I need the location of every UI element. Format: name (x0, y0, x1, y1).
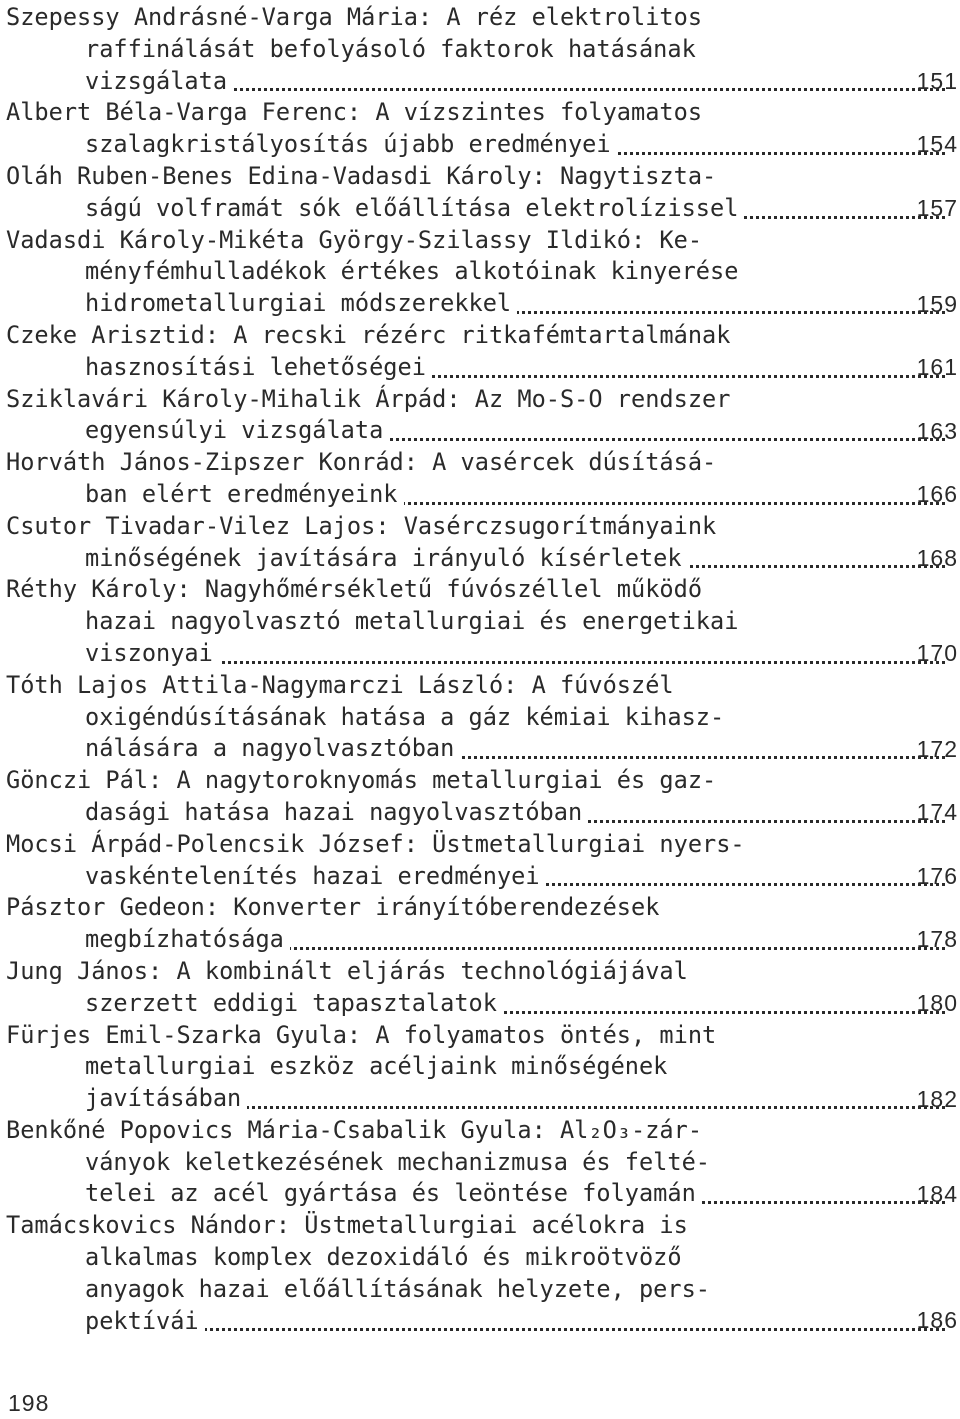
toc-page-number: 163 (916, 417, 958, 444)
toc-page-number: 184 (916, 1180, 958, 1207)
toc-entry-line: oxigéndúsításának hatása a gáz kémiai kihasz- (85, 702, 725, 731)
toc-entry (6, 829, 958, 893)
toc-entry (6, 574, 958, 669)
toc-entry-line: pektívái (6, 1306, 945, 1338)
toc-entry-line: Tóth Lajos Attila-Nagymarczi László: A fúvószél (6, 670, 674, 699)
toc-entry (6, 161, 958, 225)
toc-entry-line: Jung János: A kombinált eljárás technológiájával (6, 956, 688, 985)
toc-entry-line: Czeke Arisztid: A recski rézérc ritkafémtartalmának (6, 320, 731, 349)
table-of-contents (6, 2, 958, 1337)
dot-leader (85, 1328, 945, 1331)
toc-entry-line: megbízhatósága (6, 924, 945, 956)
toc-entry-line: dasági hatása hazai nagyolvasztóban (6, 797, 945, 829)
toc-entry (6, 670, 958, 765)
toc-entry-line: hasznosítási lehetőségei (6, 352, 945, 384)
toc-entry (6, 511, 958, 575)
toc-entry-line: nálására a nagyolvasztóban (6, 733, 945, 765)
toc-entry-line: Pásztor Gedeon: Konverter irányítóberendezések (6, 893, 660, 922)
toc-page-number: 178 (916, 926, 958, 953)
toc-entry (6, 765, 958, 829)
toc-entry-line: Benkőné Popovics Mária-Csabalik Gyula: Al₂O₃-zár- (6, 1115, 703, 1144)
toc-entry-line: Tamácskovics Nándor: Üstmetallurgiai acélokra is (6, 1211, 688, 1240)
toc-page-number: 182 (916, 1085, 958, 1112)
toc-entry-line: Oláh Ruben-Benes Edina-Vadasdi Károly: Nagytiszta- (6, 161, 717, 190)
toc-entry-line: hidrometallurgiai módszerekkel (6, 288, 945, 320)
toc-entry-line: Fürjes Emil-Szarka Gyula: A folyamatos öntés, mint (6, 1020, 717, 1049)
toc-page-number: 161 (916, 353, 958, 380)
toc-page-number: 170 (916, 640, 958, 667)
toc-entry-line: Sziklavári Károly-Mihalik Árpád: Az Mo-S-O rendszer (6, 384, 731, 413)
toc-entry (6, 225, 958, 320)
toc-entry-line: javításában (6, 1083, 945, 1115)
toc-entry-line: egyensúlyi vizsgálata (6, 415, 945, 447)
toc-entry-line: Gönczi Pál: A nagytoroknyomás metallurgiai és gaz- (6, 766, 717, 795)
toc-page-number: 174 (916, 799, 958, 826)
toc-entry-line: Vadasdi Károly-Mikéta György-Szilassy Ildikó: Ke- (6, 225, 703, 254)
toc-entry-line: telei az acél gyártása és leöntése folyamán (6, 1178, 945, 1210)
toc-entry (6, 97, 958, 161)
toc-entry-line: ságú volframát sók előállítása elektrolízissel (6, 193, 945, 225)
toc-entry (6, 892, 958, 956)
toc-entry (6, 1210, 958, 1337)
toc-entry-line: Horváth János-Zipszer Konrád: A vasércek dúsításá- (6, 448, 717, 477)
toc-page-number: 186 (916, 1307, 958, 1334)
toc-entry-line: viszonyai (6, 638, 945, 670)
page-number: 198 (8, 1390, 50, 1416)
toc-entry (6, 384, 958, 448)
toc-page-number: 172 (916, 735, 958, 762)
toc-entry (6, 956, 958, 1020)
toc-entry (6, 1115, 958, 1210)
toc-entry-line: Mocsi Árpád-Polencsik József: Üstmetallurgiai nyers- (6, 829, 745, 858)
toc-entry-line: metallurgiai eszköz acéljaink minőségének (85, 1052, 668, 1081)
toc-entry (6, 1020, 958, 1115)
toc-entry-line: szalagkristályosítás újabb eredményei (6, 129, 945, 161)
toc-page-number: 157 (916, 194, 958, 221)
toc-entry-line: anyagok hazai előállításának helyzete, pers- (85, 1274, 711, 1303)
toc-page-number: 159 (916, 290, 958, 317)
toc-entry-line: vizsgálata (6, 66, 945, 98)
toc-entry (6, 447, 958, 511)
toc-entry-line: hazai nagyolvasztó metallurgiai és energetikai (85, 607, 739, 636)
toc-entry-line: minőségének javítására irányuló kísérletek (6, 543, 945, 575)
toc-entry-line: szerzett eddigi tapasztalatok (6, 988, 945, 1020)
toc-page-number: 166 (916, 481, 958, 508)
toc-entry-line: Szepessy Andrásné-Varga Mária: A réz elektrolitos (6, 3, 703, 31)
toc-entry (6, 320, 958, 384)
toc-entry-line: raffinálását befolyásoló faktorok hatásának (85, 34, 696, 63)
toc-page-number: 176 (916, 862, 958, 889)
toc-entry-line: Csutor Tivadar-Vilez Lajos: Vasérczsugorítmányaink (6, 511, 717, 540)
toc-page-number: 151 (916, 68, 958, 94)
toc-entry-line: ban elért eredményeink (6, 479, 945, 511)
toc-entry-line: Réthy Károly: Nagyhőmérsékletű fúvószéllel működő (6, 575, 703, 604)
toc-entry-line: ványok keletkezésének mechanizmusa és felté- (85, 1147, 711, 1176)
toc-page-number: 154 (916, 131, 958, 158)
toc-entry-line: Albert Béla-Varga Ferenc: A vízszintes folyamatos (6, 98, 703, 127)
toc-entry-line: vaskéntelenítés hazai eredményei (6, 861, 945, 893)
toc-entry-line: alkalmas komplex dezoxidáló és mikroötvöző (85, 1243, 682, 1272)
toc-entry-line: ményfémhulladékok értékes alkotóinak kinyerése (85, 257, 739, 286)
toc-page-number: 168 (916, 544, 958, 571)
toc-page-number: 180 (916, 989, 958, 1016)
toc-entry (6, 2, 958, 97)
